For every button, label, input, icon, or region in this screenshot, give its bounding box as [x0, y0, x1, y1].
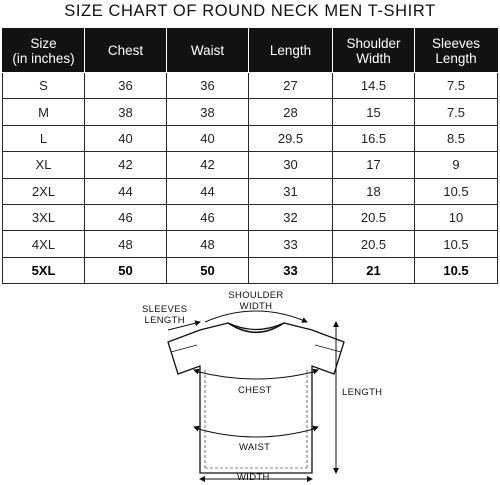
table-cell: 44: [167, 178, 249, 204]
table-cell: 16.5: [333, 125, 415, 151]
shoulder-width-arrow: [205, 311, 307, 322]
table-cell: 30: [249, 152, 333, 178]
table-cell: 27: [249, 73, 333, 99]
table-cell: 10.5: [415, 257, 498, 283]
table-cell: 33: [249, 231, 333, 257]
table-row: [3, 152, 498, 178]
header-chest: Chest: [85, 29, 167, 73]
header-size: Size (in inches): [3, 29, 85, 73]
table-row: [3, 99, 498, 125]
table-cell: 46: [85, 204, 167, 230]
header-waist: Waist: [167, 29, 249, 73]
size-chart-table: [2, 28, 498, 284]
table-cell: 31: [249, 178, 333, 204]
table-cell: 44: [85, 178, 167, 204]
table-cell: 21: [333, 257, 415, 283]
table-row: [3, 257, 498, 283]
table-cell: 20.5: [333, 231, 415, 257]
table-cell: 7.5: [415, 99, 498, 125]
table-row: [3, 125, 498, 151]
table-row: [3, 231, 498, 257]
header-length: Length: [249, 29, 333, 73]
table-cell: 40: [167, 125, 249, 151]
table-cell: 38: [85, 99, 167, 125]
table-cell: XL: [3, 152, 85, 178]
waist-arrow: [195, 428, 317, 437]
table-cell: 7.5: [415, 73, 498, 99]
table-cell: 10: [415, 204, 498, 230]
table-cell: 2XL: [3, 178, 85, 204]
table-cell: 38: [167, 99, 249, 125]
table-cell: 42: [167, 152, 249, 178]
table-cell: 48: [85, 231, 167, 257]
table-cell: 40: [85, 125, 167, 151]
table-cell: 17: [333, 152, 415, 178]
table-cell: 36: [167, 73, 249, 99]
table-cell: 50: [85, 257, 167, 283]
tshirt-measurement-diagram: [0, 290, 500, 485]
chest-arrow: [195, 371, 317, 379]
table-cell: 28: [249, 99, 333, 125]
table-cell: 5XL: [3, 257, 85, 283]
table-row: [3, 178, 498, 204]
table-cell: 48: [167, 231, 249, 257]
shoulder-width-label: SHOULDER WIDTH: [228, 290, 284, 312]
table-cell: 46: [167, 204, 249, 230]
chest-label: CHEST: [238, 385, 272, 396]
table-row: [3, 73, 498, 99]
table-cell: 10.5: [415, 178, 498, 204]
table-cell: 29.5: [249, 125, 333, 151]
length-label: LENGTH: [342, 387, 383, 398]
page-title: SIZE CHART OF ROUND NECK MEN T-SHIRT: [64, 2, 436, 20]
table-cell: S: [3, 73, 85, 99]
header-row: [3, 29, 498, 73]
table-cell: 42: [85, 152, 167, 178]
table-cell: 20.5: [333, 204, 415, 230]
table-cell: 32: [249, 204, 333, 230]
table-cell: M: [3, 99, 85, 125]
table-row: [3, 204, 498, 230]
table-cell: L: [3, 125, 85, 151]
table-cell: 8.5: [415, 125, 498, 151]
waist-label: WAIST: [239, 442, 271, 453]
table-cell: 36: [85, 73, 167, 99]
table-cell: 18: [333, 178, 415, 204]
width-label: WIDTH: [237, 472, 270, 483]
header-shoulder-width: Shoulder Width: [333, 29, 415, 73]
table-cell: 10.5: [415, 231, 498, 257]
table-cell: 33: [249, 257, 333, 283]
table-cell: 3XL: [3, 204, 85, 230]
table-cell: 4XL: [3, 231, 85, 257]
table-cell: 14.5: [333, 73, 415, 99]
table-cell: 9: [415, 152, 498, 178]
sleeves-length-label: SLEEVES LENGTH: [142, 304, 188, 326]
header-sleeves-length: Sleeves Length: [415, 29, 498, 73]
table-cell: 50: [167, 257, 249, 283]
table-cell: 15: [333, 99, 415, 125]
